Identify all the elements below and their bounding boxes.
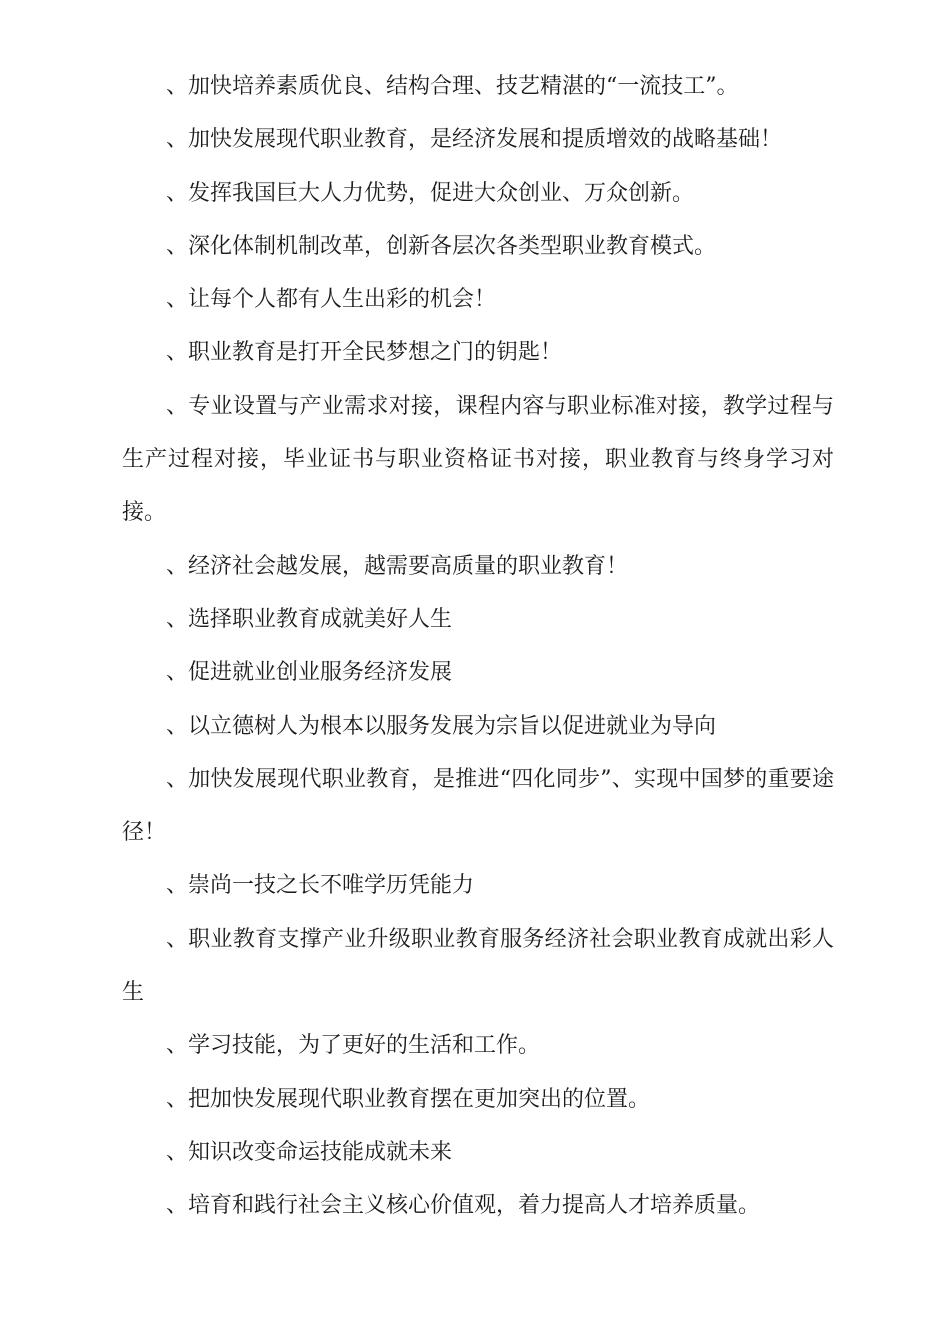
paragraph-9: 、选择职业教育成就美好人生 bbox=[166, 606, 453, 632]
paragraph-5: 、让每个人都有人生出彩的机会！ bbox=[166, 287, 497, 313]
paragraph-15: 、学习技能，为了更好的生活和工作。 bbox=[166, 1033, 541, 1059]
paragraph-14: 、职业教育支撑产业升级职业教育服务经济社会职业教育成就出彩人生 bbox=[122, 926, 834, 1006]
paragraph-4: 、深化体制机制改革，创新各层次各类型职业教育模式。 bbox=[166, 233, 717, 259]
paragraph-7: 、专业设置与产业需求对接，课程内容与职业标准对接，教学过程与生产过程对接，毕业证书与职业资格证书对接，职业教育与终身学习对接。 bbox=[122, 393, 834, 526]
paragraph-17: 、知识改变命运技能成就未来 bbox=[166, 1139, 453, 1165]
paragraph-12: 、加快发展现代职业教育，是推进“四化同步”、实现中国梦的重要途径！ bbox=[122, 766, 834, 846]
paragraph-3: 、发挥我国巨大人力优势，促进大众创业、万众创新。 bbox=[166, 180, 695, 206]
paragraph-6: 、职业教育是打开全民梦想之门的钥匙！ bbox=[166, 340, 563, 366]
paragraph-2: 、加快发展现代职业教育，是经济发展和提质增效的战略基础！ bbox=[166, 127, 783, 153]
paragraph-13: 、崇尚一技之长不唯学历凭能力 bbox=[166, 873, 475, 899]
paragraph-1: 、加快培养素质优良、结构合理、技艺精湛的“一流技工”。 bbox=[166, 74, 739, 99]
paragraph-18: 、培育和践行社会主义核心价值观，着力提高人才培养质量。 bbox=[166, 1193, 761, 1219]
paragraph-11: 、以立德树人为根本以服务发展为宗旨以促进就业为导向 bbox=[166, 713, 717, 739]
paragraph-16: 、把加快发展现代职业教育摆在更加突出的位置。 bbox=[166, 1086, 651, 1112]
document-body bbox=[122, 60, 834, 1233]
paragraph-10: 、促进就业创业服务经济发展 bbox=[166, 660, 453, 686]
paragraph-8: 、经济社会越发展，越需要高质量的职业教育！ bbox=[166, 553, 629, 579]
